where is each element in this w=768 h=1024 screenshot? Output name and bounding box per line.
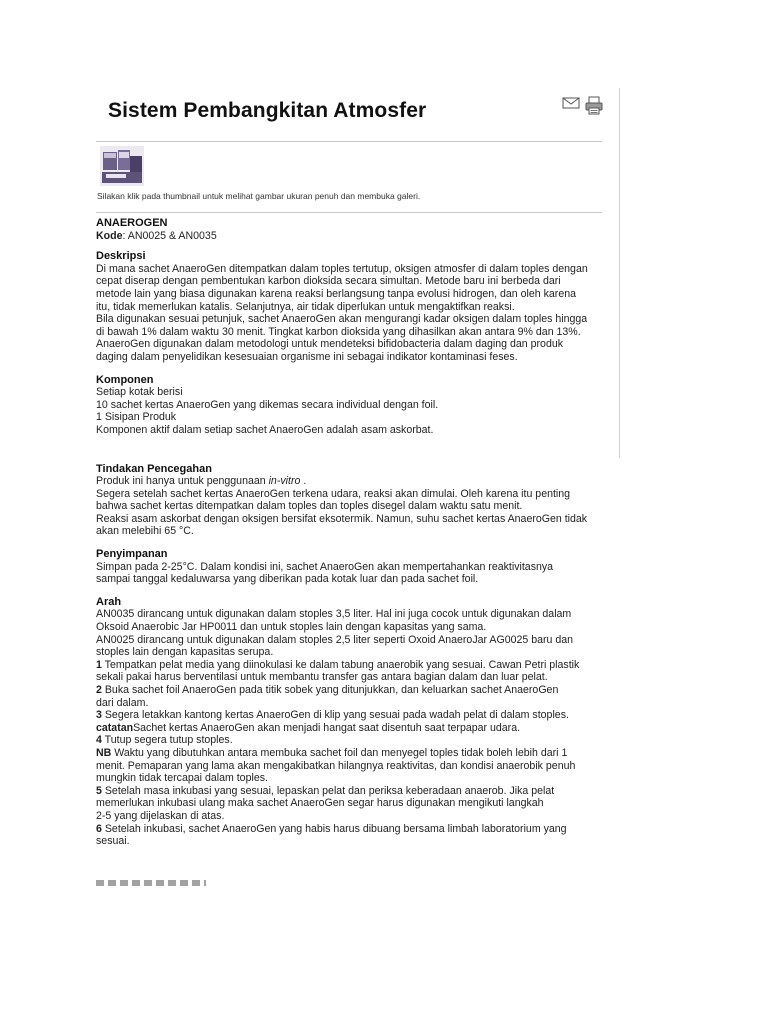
step-number: 3 <box>96 709 102 722</box>
section-title: Arah <box>96 595 122 608</box>
step-number: 2 <box>96 684 102 696</box>
text-line: bahwa sachet kertas ditempatkan dalam toples dan toples disegel dalam waktu satu menit. <box>96 500 523 513</box>
text-line: metode lain yang biasa digunakan karena reaksi berlangsung tanpa evolusi hidrogen, dan oleh karena <box>96 287 576 300</box>
step-text: Tutup segera tutup stoples. <box>104 734 233 747</box>
product-code <box>96 230 616 243</box>
text-line: akan melebihi 65 °C. <box>96 525 194 538</box>
text-line: Di mana sachet AnaeroGen ditempatkan dalam toples tertutup, oksigen atmosfer di dalam toples dengan <box>96 262 588 275</box>
product-name: ANAEROGEN <box>96 217 168 229</box>
divider-top <box>96 141 602 142</box>
page-title: Sistem Pembangkitan Atmosfer <box>108 99 427 122</box>
cut-off-heading <box>96 880 206 886</box>
nb-label: NB <box>96 746 112 759</box>
print-icon[interactable] <box>584 96 604 121</box>
section-arah <box>96 596 616 848</box>
step-line: sesuai. <box>96 835 130 848</box>
section-komponen <box>96 374 616 437</box>
text-line: itu, tidak memerlukan katalis. Selanjutnya, air tidak diperlukan untuk mengaktifkan reaksi. <box>96 300 515 313</box>
step-line <box>96 785 616 798</box>
step-line <box>96 747 616 760</box>
thumbnail-caption: Silakan klik pada thumbnail untuk melihat gambar ukuran penuh dan membuka galeri. <box>97 191 421 201</box>
section-tindakan <box>96 463 616 539</box>
section-deskripsi <box>96 250 616 363</box>
section-title: Deskripsi <box>96 250 146 263</box>
section-penyimpanan <box>96 548 616 586</box>
step-line <box>96 684 616 697</box>
step-number: 4 <box>96 734 102 747</box>
text-line <box>96 475 616 488</box>
text-line: AnaeroGen digunakan dalam metodologi untuk mendeteksi bifidobacteria dalam daging dan produk <box>96 338 564 351</box>
text-line: Komponen aktif dalam setiap sachet AnaeroGen adalah asam askorbat. <box>96 423 434 436</box>
text-line: Segera setelah sachet kertas AnaeroGen terkena udara, reaksi akan dimulai. Oleh karena itu penting <box>96 487 571 500</box>
code-label: Kode <box>96 229 123 242</box>
step-text: Buka sachet foil AnaeroGen pada titik sobek yang ditunjukkan, dan keluarkan sachet AnaeroGen <box>104 684 559 696</box>
article-body <box>96 217 616 858</box>
step-line: mungkin tidak tercapai dalam toples. <box>96 772 268 785</box>
step-number: 1 <box>96 658 102 671</box>
page-edge-line <box>619 88 620 458</box>
text-fragment: . <box>300 475 307 488</box>
section-title: Penyimpanan <box>96 548 168 561</box>
text-line: AN0035 dirancang untuk digunakan dalam stoples 3,5 liter. Hal ini juga cocok untuk digunakan dalam <box>96 608 572 621</box>
step-line <box>96 659 616 672</box>
step-text: Tempatkan pelat media yang diinokulasi ke dalam tabung anaerobik yang sesuai. Cawan Petri plastik <box>104 658 580 671</box>
text-line: 10 sachet kertas AnaeroGen yang dikemas secara individual dengan foil. <box>96 398 439 411</box>
text-line: daging dalam penyelidikan kesesuaian organisme ini sebagai indikator kontaminasi feses. <box>96 350 518 363</box>
step-line: memerlukan inkubasi ulang maka sachet AnaeroGen segar harus digunakan mengikuti langkah <box>96 797 544 810</box>
text-line: cepat diserap dengan pembentukan karbon dioksida secara simultan. Metode baru ini berbeda dari <box>96 275 561 288</box>
product-thumbnail[interactable] <box>100 146 144 186</box>
step-line <box>96 709 616 722</box>
step-text: Setelah inkubasi, sachet AnaeroGen yang habis harus dibuang bersama limbah laboratorium yang <box>104 822 567 835</box>
text-fragment: Produk ini hanya untuk penggunaan <box>96 475 269 488</box>
text-line: di bawah 1% dalam waktu 30 menit. Tingkat karbon dioksida yang dihasilkan akan antara 9% dan 13%. <box>96 325 581 338</box>
step-line: dari dalam. <box>96 696 149 709</box>
text-line: Bila digunakan sesuai petunjuk, sachet AnaeroGen akan mengurangi kadar oksigen dalam toples hingga <box>96 313 588 326</box>
toolbar-icons <box>562 96 604 121</box>
step-text: Sachet kertas AnaeroGen akan menjadi hangat saat disentuh saat terpapar udara. <box>133 721 521 734</box>
step-number: 6 <box>96 822 102 835</box>
text-line: Reaksi asam askorbat dengan oksigen bersifat eksotermik. Namun, suhu sachet kertas AnaeroGen tidak <box>96 512 588 525</box>
step-line <box>96 823 616 836</box>
text-line: Oksoid Anaerobic Jar HP0011 dan untuk stoples lain dengan kapasitas yang sama. <box>96 621 487 634</box>
step-text: Waktu yang dibutuhkan antara membuka sachet foil dan menyegel toples tidak boleh lebih dari 1 <box>114 746 568 759</box>
step-text: Segera letakkan kantong kertas AnaeroGen di klip yang sesuai pada wadah pelat di dalam stoples. <box>104 709 569 722</box>
step-line: sekali pakai harus berventilasi untuk membantu transfer gas antara bagian dalam dan luar pelat. <box>96 671 548 684</box>
note-label: catatan <box>96 721 134 734</box>
step-line: menit. Pemaparan yang lama akan mengakibatkan hilangnya reaktivitas, dan kondisi anaerobik penuh <box>96 759 576 772</box>
step-text: Setelah masa inkubasi yang sesuai, lepaskan pelat dan periksa keberadaan anaerob. Jika pelat <box>104 784 555 797</box>
step-number: 5 <box>96 784 102 797</box>
in-vitro-term: in-vitro <box>268 475 301 488</box>
section-title: Komponen <box>96 373 154 386</box>
step-line: 2-5 yang dijelaskan di atas. <box>96 809 225 822</box>
text-line: Setiap kotak berisi <box>96 386 183 399</box>
code-value: : AN0025 & AN0035 <box>122 229 217 242</box>
text-line: stoples lain dengan kapasitas serupa. <box>96 646 274 659</box>
text-line: Simpan pada 2-25°C. Dalam kondisi ini, sachet AnaeroGen akan mempertahankan reaktivitasnya <box>96 560 554 573</box>
text-line: sampai tanggal kedaluwarsa yang diberikan pada kotak luar dan pada sachet foil. <box>96 573 479 586</box>
email-icon[interactable] <box>562 96 580 121</box>
step-line <box>96 734 616 747</box>
divider-caption <box>96 212 602 213</box>
section-title: Tindakan Pencegahan <box>96 462 212 475</box>
text-line: 1 Sisipan Produk <box>96 411 177 424</box>
step-line <box>96 722 616 735</box>
text-line: AN0025 dirancang untuk digunakan dalam stoples 2,5 liter seperti Oxoid AnaeroJar AG0025 baru dan <box>96 633 574 646</box>
